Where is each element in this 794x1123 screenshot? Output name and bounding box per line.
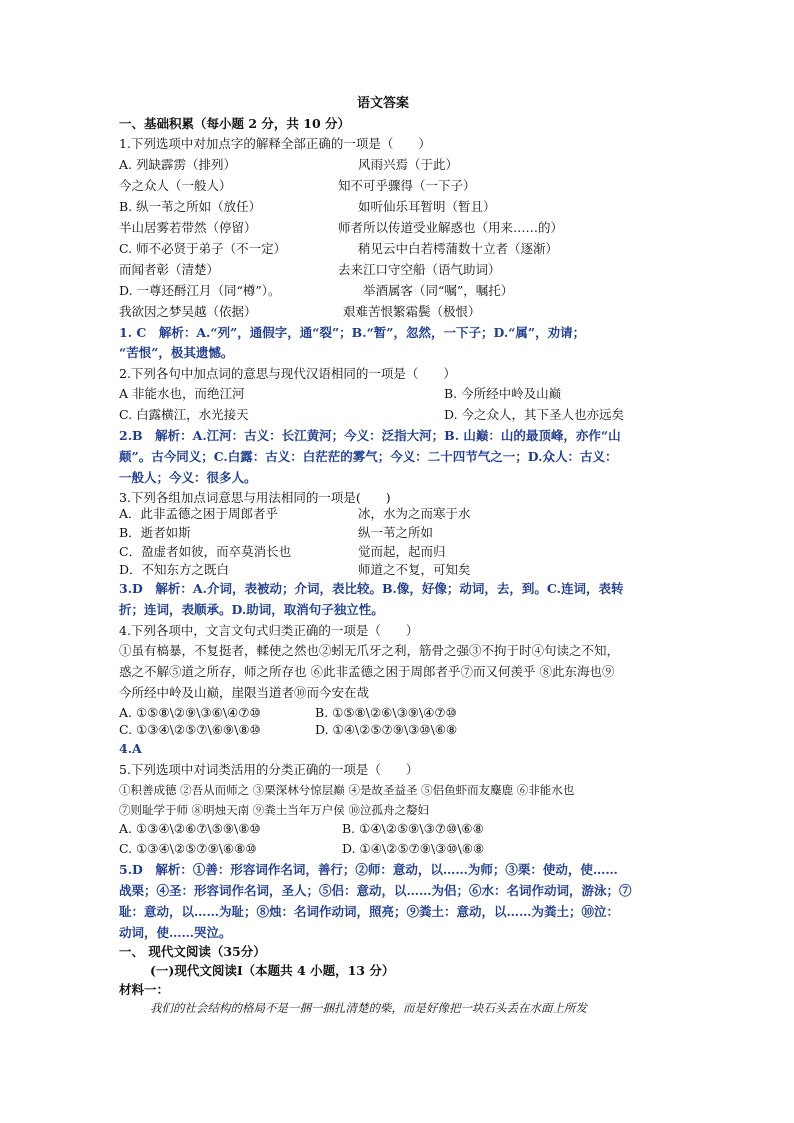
q4-option-c: C. ①③④\②⑤⑦\⑥⑨\⑧⑩ bbox=[119, 722, 261, 737]
q1-option-d-right-2: 艰难苦恨繁霜鬓（极恨） bbox=[343, 304, 481, 319]
q3-option-c-left: C．盈虚者如彼，而卒莫消长也 bbox=[119, 544, 292, 559]
q5-option-c: C. ①③④\②⑤⑦⑨\⑥⑧⑩ bbox=[119, 841, 257, 856]
subsection-heading: (一)现代文阅读Ⅰ（本题共 4 小题，13 分） bbox=[150, 963, 395, 978]
q5-answer-line-3: 耻：意动，以……为耻；⑧烛：名词作动词，照亮；⑨粪土：意动，以……为粪土；⑩泣： bbox=[119, 904, 620, 919]
q4-sentences-line-1: ①虽有槁暴，不复挺者，輮使之然也②蚓无爪牙之利，筋骨之强③不拘于时④句读之不知， bbox=[119, 643, 620, 658]
q2-option-d: D. 今之众人，其下圣人也亦远矣 bbox=[444, 407, 625, 422]
q1-option-c-left-2: 而闻者彰（清楚） bbox=[119, 262, 220, 277]
q4-option-b: B. ①⑤⑧\②⑥\③⑨\④⑦⑩ bbox=[315, 705, 457, 720]
page-title: 语文答案 bbox=[357, 96, 410, 111]
q1-option-c-right-2: 去来江口守空船（语气助词） bbox=[338, 262, 501, 277]
q1-option-b-right: 如听仙乐耳暂明（暂且） bbox=[358, 199, 496, 214]
q1-option-d-right: 举酒属客（同“嘱”，嘱托） bbox=[363, 283, 514, 298]
q2-answer-line-2: 颠”。古今同义；C.白露：古义：白茫茫的雾气；今义：二十四节气之一；D.众人：古义： bbox=[119, 449, 618, 464]
question-2-stem: 2.下列各句中加点词的意思与现代汉语相同的一项是（ ） bbox=[119, 366, 456, 381]
question-4-stem: 4.下列各项中，文言文句式归类正确的一项是（ ） bbox=[119, 623, 419, 638]
q5-sentences-line-2: ⑦则耻学于师 ⑧明烛天南 ⑨粪土当年万户侯 ⑩泣孤舟之嫠妇 bbox=[119, 803, 429, 817]
q1-option-d-left-2: 我欲因之梦吴越（依据） bbox=[119, 304, 257, 319]
q5-sentences-line-1: ①积善成德 ②吾从而师之 ③栗深林兮惊层巅 ④是故圣益圣 ⑤侣鱼虾而友麋鹿 ⑥非能水也 bbox=[119, 783, 575, 797]
q3-option-a-left: A．此非孟德之困于周郎者乎 bbox=[119, 506, 279, 521]
question-3-stem: 3.下列各组加点词意思与用法相同的一项是( ) bbox=[119, 490, 391, 505]
q1-answer-line-1: 1. C 解析：A.“列”，通假字，通“裂”；B.“暂”，忽然，一下子；D.“属”，劝请； bbox=[119, 325, 586, 340]
q1-option-b-right-2: 师者所以传道受业解惑也（用来……的） bbox=[338, 220, 564, 235]
q5-answer-line-1: 5.D 解析：①善：形容词作名词，善行；②师：意动，以……为师；③栗：使动，使…… bbox=[119, 862, 618, 877]
q3-option-d-left: D．不知东方之既白 bbox=[119, 562, 230, 577]
q1-option-a-left-2: 今之众人（一般人） bbox=[119, 178, 232, 193]
q2-option-a: A 非能水也，而绝江河 bbox=[119, 386, 245, 401]
q3-option-d-right: 师道之不复，可知矣 bbox=[358, 562, 471, 577]
q1-option-b-left-2: 半山居雾若带然（停留） bbox=[119, 220, 257, 235]
q4-sentences-line-3: 今所经中岭及山巅，崖限当道者⑩而今安在哉 bbox=[119, 685, 370, 700]
q1-option-c-left: C. 师不必贤于弟子（不一定） bbox=[119, 241, 287, 256]
q3-option-b-left: B．逝者如斯 bbox=[119, 525, 191, 540]
q1-option-c-right: 稍见云中白若樗蒲数十立者（逐渐） bbox=[358, 241, 559, 256]
q3-option-c-right: 觉而起，起而归 bbox=[358, 544, 446, 559]
q4-option-a: A. ①⑤⑧\②⑨\③⑥\④⑦⑩ bbox=[119, 705, 261, 720]
question-5-stem: 5.下列选项中对词类活用的分类正确的一项是（ ） bbox=[119, 762, 419, 777]
q5-answer-line-2: 战栗；④圣：形容词作名词，圣人；⑤侣：意动，以……为侣；⑥水：名词作动词，游泳；⑦ bbox=[119, 883, 632, 898]
q1-option-a-right-2: 知不可乎骤得（一下子） bbox=[338, 178, 476, 193]
q1-option-a-right: 风雨兴焉（于此） bbox=[358, 157, 459, 172]
q1-option-b-left: B. 纵一苇之所如（放任） bbox=[119, 199, 262, 214]
question-1-stem: 1.下列选项中对加点字的解释全部正确的一项是（ ） bbox=[119, 136, 431, 151]
q3-option-a-right: 冰，水为之而寒于水 bbox=[358, 506, 471, 521]
q3-answer-line-1: 3.D 解析：A.介词，表被动；介词，表比较。B.像，好像；动词，去，到。C.连词，表转 bbox=[119, 581, 624, 596]
q5-option-d: D. ①④\②⑤⑦⑨\③⑩\⑥⑧ bbox=[342, 841, 485, 856]
section-heading-reading: 一、 现代文阅读（35分） bbox=[119, 944, 266, 959]
section-heading-basics: 一、基础积累（每小题 2 分，共 10 分） bbox=[119, 116, 351, 131]
q3-answer-line-2: 折；连词，表顺承。D.助词，取消句子独立性。 bbox=[119, 602, 384, 617]
material-paragraph: 我们的社会结构的格局不是一捆一捆扎清楚的柴，而是好像把一块石头丢在水面上所发 bbox=[150, 1001, 587, 1015]
material-label: 材料一： bbox=[119, 982, 170, 997]
q1-option-d-left: D. 一尊还酹江月（同“樽”）。 bbox=[119, 283, 281, 298]
q1-answer-line-2: “苦恨”，极其遗憾。 bbox=[119, 345, 234, 360]
q3-option-b-right: 纵一苇之所如 bbox=[358, 525, 434, 540]
q5-option-b: B. ①④\②⑤⑨\③⑦⑩\⑥⑧ bbox=[342, 821, 484, 836]
q2-answer-line-1: 2.B 解析：A.江河：古义：长江黄河；今义：泛指大河；B. 山巅：山的最顶峰，亦作“山 bbox=[119, 428, 621, 443]
q4-answer: 4.A bbox=[119, 741, 142, 756]
q4-sentences-line-2: 惑之不解⑤道之所存，师之所存也 ⑥此非孟德之困于周郎者乎⑦而又何羡乎 ⑧此东海也⑨ bbox=[119, 664, 615, 679]
q5-option-a: A. ①③④\②⑥⑦\⑤⑨\⑧⑩ bbox=[119, 821, 261, 836]
q2-answer-line-3: 一般人；今义：很多人。 bbox=[119, 470, 257, 485]
q2-option-c: C. 白露横江，水光接天 bbox=[119, 407, 249, 422]
q1-option-a-left: A. 列缺霹雳（排列） bbox=[119, 157, 236, 172]
q4-option-d: D. ①④\②⑤⑦⑨\③⑩\⑥⑧ bbox=[315, 722, 458, 737]
q5-answer-line-4: 动词，使……哭泣。 bbox=[119, 925, 232, 940]
q2-option-b: B. 今所经中岭及山巅 bbox=[444, 386, 562, 401]
